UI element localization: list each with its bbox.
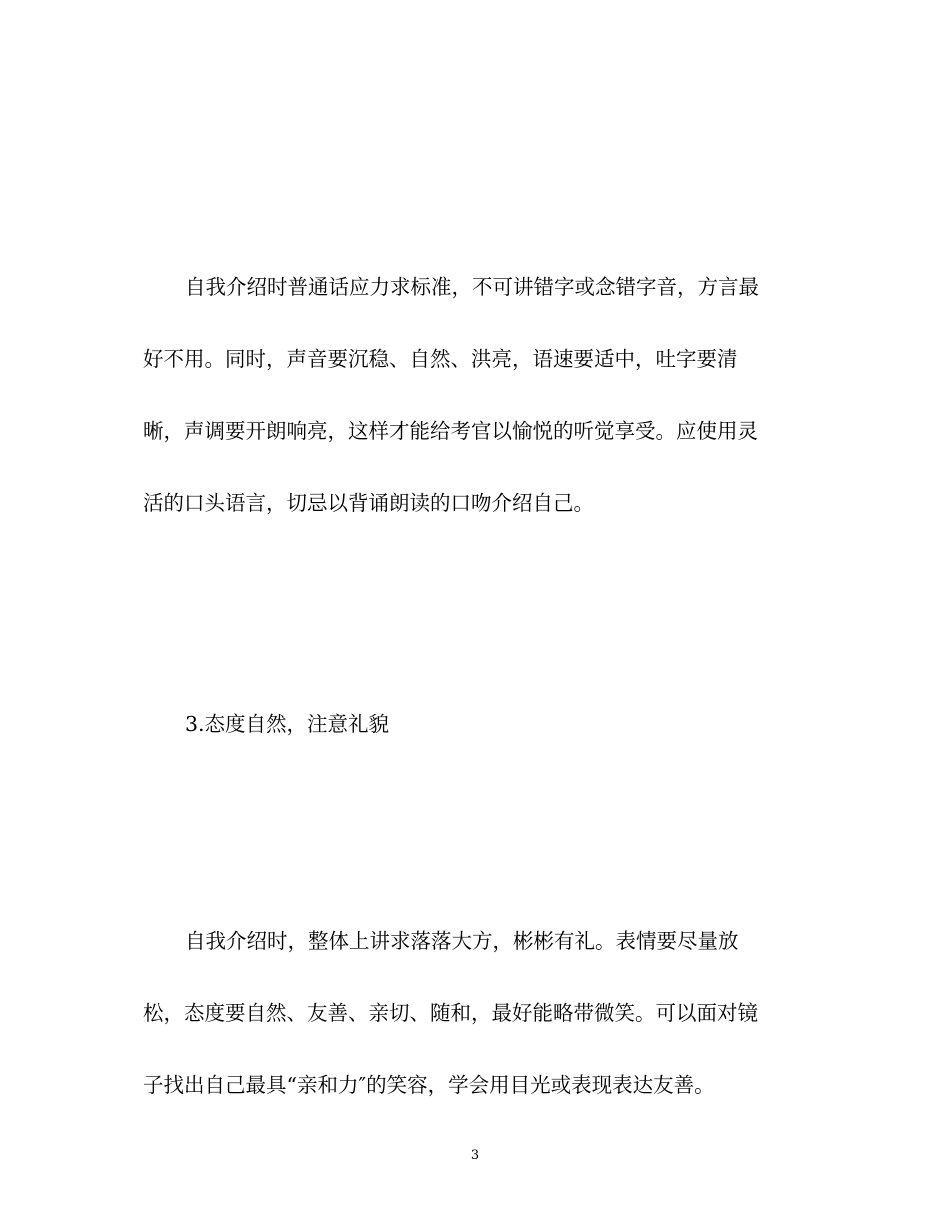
paragraph-pronunciation	[143, 251, 803, 539]
paragraph-line: 自我介绍时，整体上讲求落落大方，彬彬有礼。表情要尽量放	[185, 929, 739, 953]
paragraph-line: 子找出自己最具“亲和力″的笑容，学会用目光或表现表达友善。	[143, 1073, 715, 1097]
paragraph-line: 活的口头语言，切忌以背诵朗读的口吻介绍自己。	[143, 491, 594, 515]
paragraph-line: 晰，声调要开朗响亮，这样才能给考官以愉悦的听觉享受。应使用灵	[143, 419, 758, 443]
page-number: 3	[470, 1148, 480, 1163]
paragraph-line: 自我介绍时普通话应力求标准，不可讲错字或念错字音，方言最	[185, 275, 759, 299]
section-heading	[143, 688, 803, 760]
paragraph-line: 松，态度要自然、友善、亲切、随和，最好能略带微笑。可以面对镜	[143, 1001, 758, 1025]
paragraph-line: 好不用。同时，声音要沉稳、自然、洪亮，语速要适中，吐字要清	[143, 347, 738, 371]
section-heading-text: 3.态度自然，注意礼貌	[185, 712, 390, 736]
paragraph-attitude	[143, 905, 803, 1121]
